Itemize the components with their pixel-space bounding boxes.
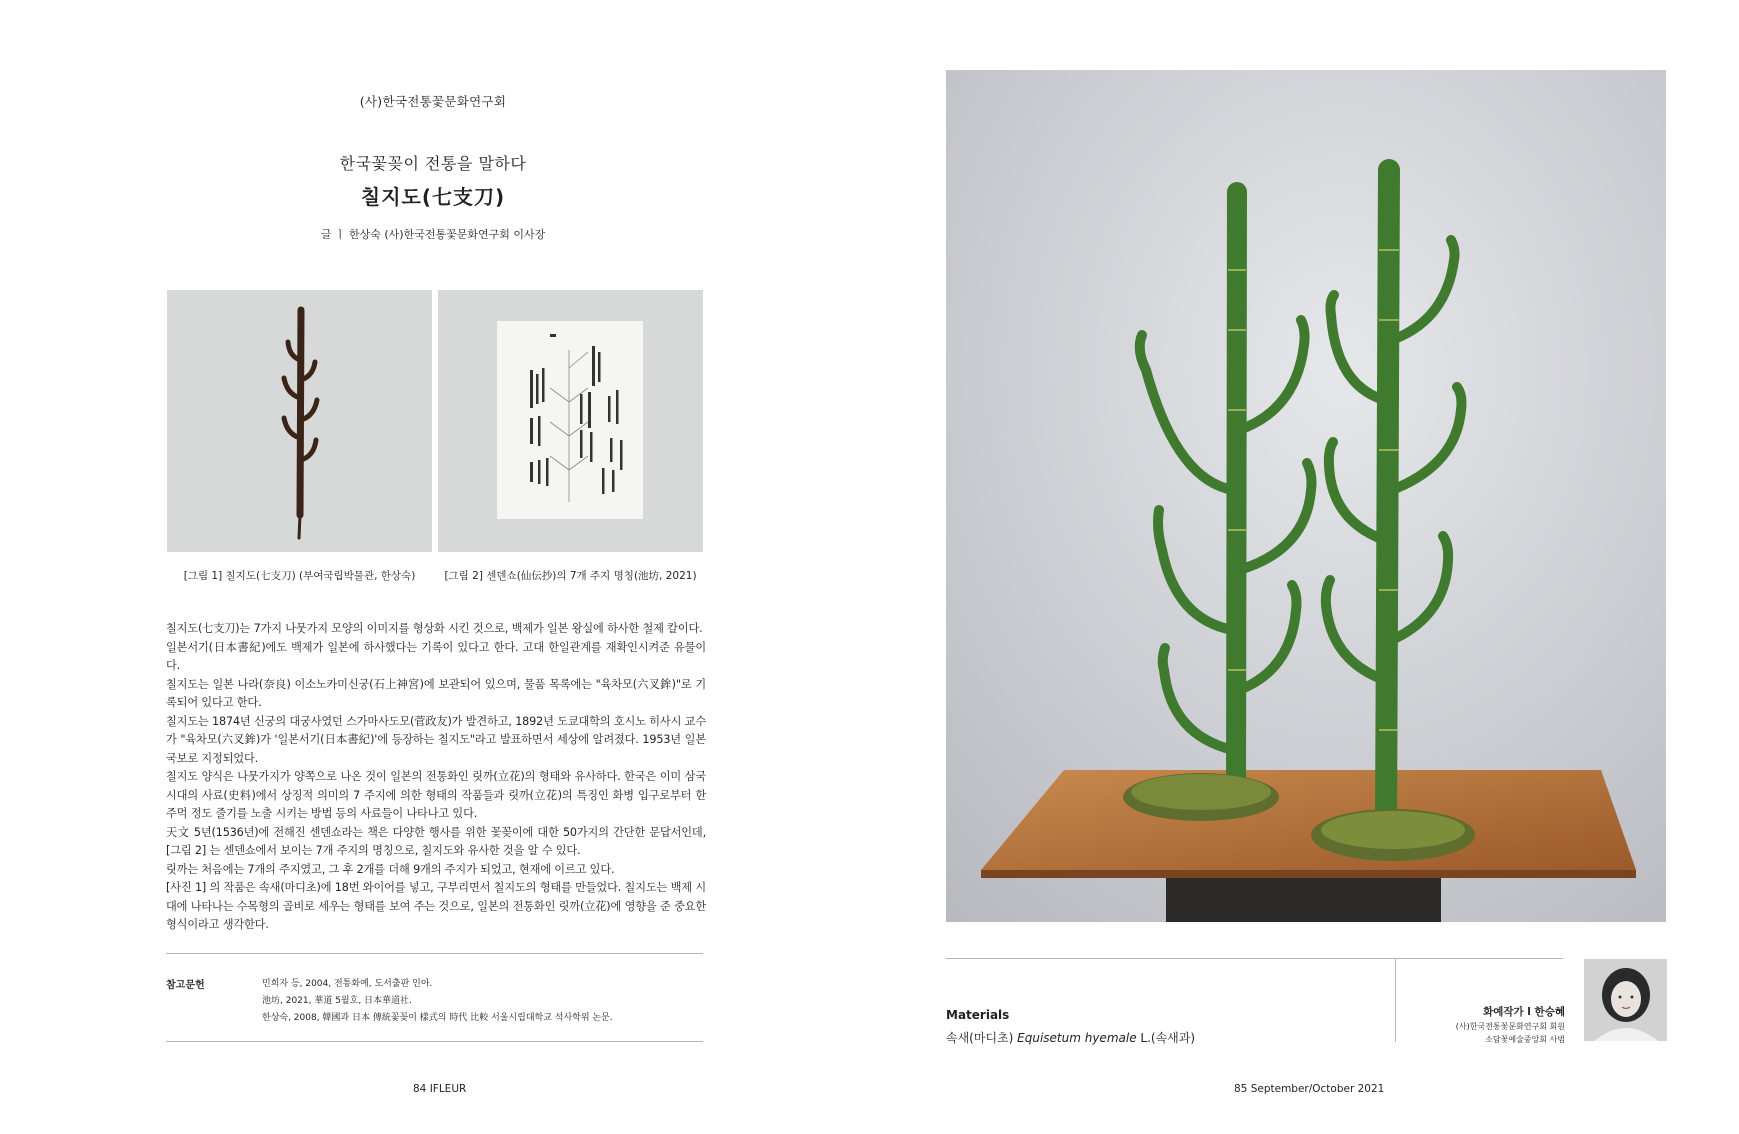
body-paragraph: 칠지도 양식은 나뭇가지가 양쪽으로 나온 것이 일본의 전통화인 릿까(立花)의 형태와 유사하다. 한국은 이미 삼국시대의 사료(史料)에서 상징적 의미의 7 주지에 의한 형태의 작품들과 릿까(立花)의 특징인 화병 입구로부터 한 주먹 정도 줄기를 노출 시키는 방법 등의 사료들이 나타나고 있다. [166,770,706,820]
figure-1-sword-image [167,290,432,552]
article-subtitle: 한국꽃꽂이 전통을 말하다 [339,154,527,173]
body-paragraph: 칠지도는 1874년 신궁의 대궁사였던 스가마사도모(菅政友)가 발견하고, 1892년 도쿄대학의 호시노 히사시 교수가 "육차모(六叉鉾)가 '일본서기(日本書紀)'에 등장하는 칠지도"라고 발표하면서 세상에 알려졌다. 1953년 일본 국보로 지정되었다. [166,714,706,765]
artwork-photo [946,70,1666,922]
byline: 글 ㅣ 한상숙 (사)한국전통꽃문화연구회 이사장 [320,228,546,241]
figure-2-manuscript-image [438,290,703,552]
reference-item: 池坊, 2021, 華道 5월호, 日本華道社. [262,996,412,1006]
artist-affiliation: (사)한국전통꽃문화연구회 회원 [1455,1022,1565,1031]
organization-name: (사)한국전통꽃문화연구회 [359,94,507,109]
horsetail-sculpture-illustration [946,70,1666,922]
article-title: 칠지도(七支刀) [360,185,506,209]
reference-item: 민희자 등, 2004, 전통화예, 도서출판 인아. [262,979,433,989]
manuscript-diagram-illustration [438,290,703,552]
body-paragraph: 天文 5년(1536년)에 전해진 센덴쇼라는 책은 다양한 행사를 위한 꽃꽂이에 대한 50가지의 간단한 문답서인데, [그림 2] 는 센덴쇼에서 보이는 7개 주지의 명칭으로, 칠지도와 유사한 것을 알 수 있다. [166,825,706,857]
materials-top-divider [946,958,1563,959]
body-paragraph: 칠지도(七支刀)는 7가지 나뭇가지 모양의 이미지를 형상화 시킨 것으로, 백제가 일본 왕실에 하사한 철제 칼이다. [166,622,703,635]
reference-item: 한상숙, 2008, 韓國과 日本 傳統꽃꽂이 樣式의 時代 比較 서울시립대학교 석사학위 논문. [262,1013,613,1023]
artist-divider [1395,958,1396,1042]
page-number-left: 84 IFLEUR [413,1083,467,1095]
body-paragraph: 릿까는 처음에는 7개의 주지였고, 그 후 2개를 더해 9개의 주지가 되었고, 현재에 이르고 있다. [166,862,615,876]
artist-avatar [1584,959,1667,1041]
figure-1-caption: [그림 1] 칠지도(七支刀) (부여국립박물관, 한상숙) [183,570,416,582]
materials-korean-name: 속새(마디초) [946,1031,1018,1045]
references-label: 참고문헌 [166,980,205,991]
artist-portrait-illustration [1584,959,1667,1041]
body-paragraph: 칠지도는 일본 나라(奈良) 이소노카미신궁(石上神宮)에 보관되어 있으며, 물품 목록에는 "육차모(六叉鉾)"로 기록되어 있다고 한다. [166,677,706,709]
seven-branched-sword-illustration [167,290,432,552]
materials-family: L.(속새과) [1136,1031,1196,1045]
references-list [262,976,613,1027]
artist-affiliation: 소담꽃예술중앙회 사범 [1485,1035,1565,1044]
artist-name: 화예작가 l 한승혜 [1483,1006,1565,1018]
page-number-right: 85 September/October 2021 [1234,1083,1385,1095]
article-body [166,620,706,935]
materials-heading: Materials [946,1008,1010,1022]
materials-description [946,1029,1195,1046]
body-paragraph: 일본서기(日本書紀)에도 백제가 일본에 하사했다는 기록이 있다고 한다. 고대 한일관계를 재확인시켜준 유물이다. [166,640,706,672]
materials-scientific-name: Equisetum hyemale [1017,1031,1137,1045]
body-paragraph: [사진 1] 의 작품은 속새(마디초)에 18번 와이어를 넣고, 구부리면서 칠지도의 형태를 만들었다. 칠지도는 백제 시대에 나타나는 수목형의 골비로 세우는 형태를 보여 주는 것으로, 일본의 전통화인 릿까(立花)에 영향을 준 중요한 형식이라고 생각한다. [166,881,706,931]
figure-2-caption: [그림 2] 센덴쇼(仙伝抄)의 7개 주지 명칭(池坊, 2021) [444,570,697,582]
references-bottom-divider [166,1041,703,1042]
references-top-divider [166,953,703,954]
